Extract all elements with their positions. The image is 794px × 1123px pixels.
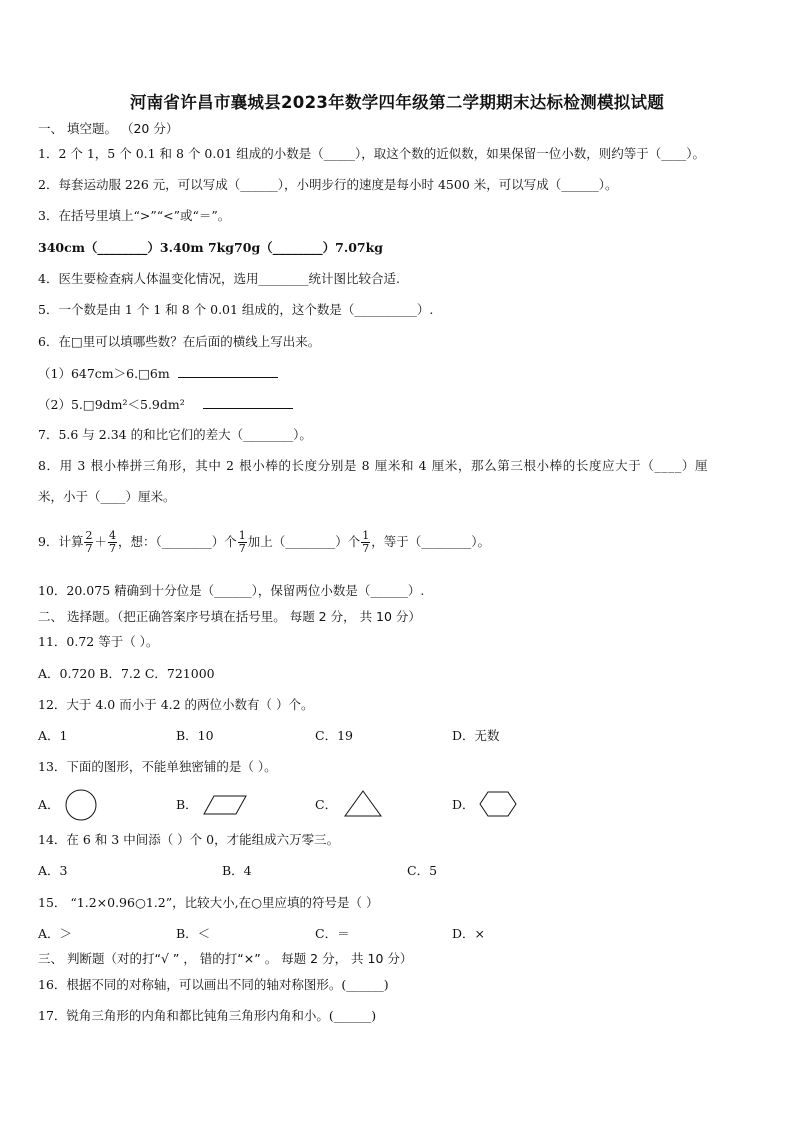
- page-title: 河南省许昌市襄城县2023年数学四年级第二学期期末达标检测模拟试题: [129, 93, 665, 112]
- question-11-options: A．0.720 B．7.2 C．721000: [38, 666, 215, 681]
- denominator: 7: [238, 542, 246, 555]
- question-8-line-1: 8．用 3 根小棒拼三角形，其中 2 根小棒的长度分别是 8 厘米和 4 厘米，那么第三根小棒的长度应大于（____）厘: [38, 458, 709, 473]
- numerator: 2: [85, 529, 93, 542]
- option-a: A．＞: [38, 926, 73, 941]
- option-a: A．1: [38, 728, 68, 743]
- question-10: 10．20.075 精确到十分位是（______），保留两位小数是（______）.: [38, 583, 425, 598]
- numerator: 4: [108, 529, 116, 542]
- question-13: 13．下面的图形，不能单独密铺的是（ ）。: [38, 759, 277, 774]
- question-7: 7．5.6 与 2.34 的和比它们的差大（________）。: [38, 427, 312, 442]
- section-true-false: 三、 判断题（对的打“√ ” ， 错的打“×” 。 每题 2 分， 共 10 分）: [38, 951, 413, 966]
- question-14: 14．在 6 和 3 中间添（ ）个 0，才能组成六万零三。: [38, 832, 340, 847]
- answer-line: [203, 396, 293, 409]
- hexagon-shape: [478, 790, 518, 818]
- question-2: 2．每套运动服 226 元，可以写成（______），小明步行的速度是每小时 4500 米，可以写成（______）。: [38, 177, 618, 192]
- section-fill-in: 一、 填空题。 （20 分）: [38, 121, 179, 136]
- denominator: 7: [362, 542, 370, 555]
- section-choice: 二、 选择题。（把正确答案序号填在括号里。 每题 2 分， 共 10 分）: [38, 609, 421, 624]
- question-6-part-1: [38, 365, 278, 382]
- question-4: 4．医生要检查病人体温变化情况，选用________统计图比较合适.: [38, 271, 400, 286]
- option-c: C．: [315, 797, 338, 812]
- option-c: C．5: [407, 863, 438, 878]
- question-1: 1．2 个 1，5 个 0.1 和 8 个 0.01 组成的小数是（_____），取这个数的近似数，如果保留一位小数，则约等于（____）。: [38, 146, 705, 161]
- denominator: 7: [85, 542, 93, 555]
- fraction: [238, 530, 247, 555]
- triangle-shape: [343, 789, 383, 819]
- denominator: 7: [108, 542, 116, 555]
- fraction: [108, 530, 117, 555]
- question-15: 15． “1.2×0.96○1.2”，比较大小,在○里应填的符号是（ ）: [38, 895, 379, 910]
- q9-end: ，等于（________）。: [371, 534, 491, 549]
- option-a: A．: [38, 797, 60, 812]
- option-d: D．: [452, 797, 475, 812]
- q9-mid-2: 加上（________）个: [247, 534, 361, 549]
- q9-mid-1: ，想：（________）个: [117, 534, 237, 549]
- parallelogram-shape: [202, 793, 248, 817]
- option-d: D．×: [452, 926, 485, 941]
- question-11: 11．0.72 等于（ ）。: [38, 634, 159, 649]
- numerator: 1: [238, 529, 246, 542]
- question-9: [38, 528, 490, 556]
- option-b: B．4: [222, 863, 252, 878]
- fraction: [361, 530, 370, 555]
- question-6: 6．在□里可以填哪些数？在后面的横线上写出来。: [38, 334, 321, 349]
- option-c: C．19: [315, 728, 353, 743]
- circle-shape: [64, 788, 98, 822]
- question-6-part-1-text: （1）647cm＞6.□6m: [38, 366, 170, 381]
- answer-line: [178, 365, 278, 378]
- option-b: B．: [176, 797, 198, 812]
- option-c: C．＝: [315, 926, 350, 941]
- option-a: A．3: [38, 863, 68, 878]
- question-8-line-2: 米，小于（____）厘米。: [38, 489, 176, 504]
- q9-prefix: 9．计算: [38, 534, 84, 549]
- question-3: 3．在括号里填上“>”“<”或“＝”。: [38, 208, 231, 223]
- option-b: B．10: [176, 728, 214, 743]
- option-b: B．＜: [176, 926, 211, 941]
- fraction: [84, 530, 93, 555]
- question-16: 16．根据不同的对称轴，可以画出不同的轴对称图形。(______): [38, 977, 389, 992]
- question-12: 12．大于 4.0 而小于 4.2 的两位小数有（ ）个。: [38, 697, 314, 712]
- question-6-part-2: [38, 396, 293, 413]
- plus-sign: ＋: [94, 534, 107, 549]
- numerator: 1: [362, 529, 370, 542]
- option-d: D．无数: [452, 728, 500, 743]
- question-6-part-2-text: （2）5.□9dm²＜5.9dm²: [38, 397, 185, 412]
- question-5: 5．一个数是由 1 个 1 和 8 个 0.01 组成的，这个数是（__________）.: [38, 302, 434, 317]
- question-17: 17．锐角三角形的内角和都比钝角三角形内角和小。(______): [38, 1008, 377, 1023]
- question-3-items: 340cm（________）3.40m 7kg70g（________）7.07kg: [38, 240, 384, 255]
